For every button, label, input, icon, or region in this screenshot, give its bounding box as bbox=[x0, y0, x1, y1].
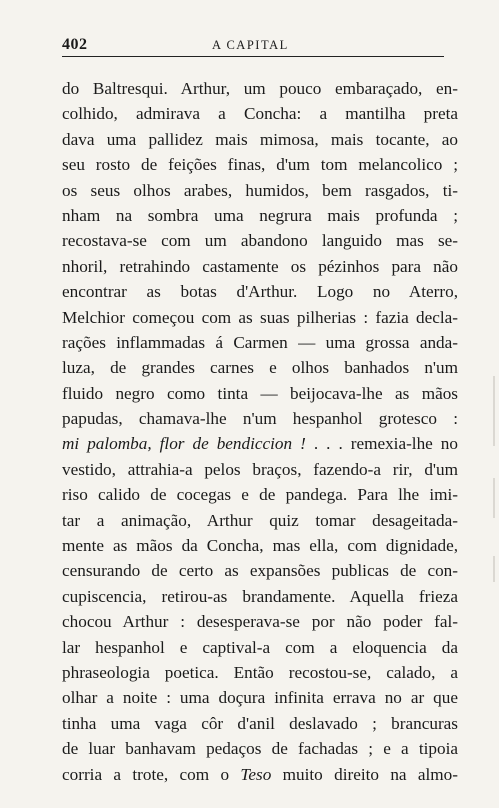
text-line: vestido, attrahia-a pelos braços, fazendo-a rir, d'um bbox=[62, 459, 458, 479]
book-title: A CAPITAL bbox=[212, 38, 289, 52]
text-line: chocou Arthur : desesperava-se por não poder fal- bbox=[62, 612, 458, 632]
text-line: phraseologia poetica. Então recostou-se, calado, a bbox=[62, 662, 458, 682]
page-number: 402 bbox=[62, 36, 88, 53]
text-line: nhoril, retrahindo castamente os pézinhos para não bbox=[62, 256, 458, 276]
text-fragment: muito direito na almo- bbox=[271, 764, 458, 784]
text-fragment: . . . remexia-lhe no bbox=[305, 434, 458, 454]
text-line-mixed bbox=[62, 431, 458, 456]
text-line: tinha uma vaga côr d'anil deslavado ; brancuras bbox=[62, 713, 458, 733]
text-line: papudas, chamava-lhe n'um hespanhol grotesco : bbox=[62, 409, 458, 429]
text-line: dava uma pallidez mais mimosa, mais tocante, ao bbox=[62, 129, 458, 149]
italic-phrase: mi palomba, flor de bendiccion ! bbox=[62, 434, 306, 454]
page-edge-mark bbox=[493, 376, 495, 446]
text-line: nham na sombra uma negrura mais profunda ; bbox=[62, 205, 458, 225]
text-line: mente as mãos da Concha, mas ella, com dignidade, bbox=[62, 536, 458, 556]
text-line: luza, de grandes carnes e olhos banhados n'um bbox=[62, 358, 458, 378]
text-line: de luar banhavam pedaços de fachadas ; e a tipoia bbox=[62, 739, 458, 759]
text-line: riso calido de cocegas e de pandega. Para lhe imi- bbox=[62, 485, 458, 505]
text-line: fluido negro como tinta — beijocava-lhe as mãos bbox=[62, 383, 458, 403]
italic-word: Teso bbox=[240, 764, 272, 784]
text-line: cupiscencia, retirou-as brandamente. Aquella frieza bbox=[62, 586, 458, 606]
text-line: recostava-se com um abandono languido mas se- bbox=[62, 231, 458, 251]
text-line: do Baltresqui. Arthur, um pouco embaraçado, en- bbox=[62, 79, 458, 98]
text-line: olhar a noite : uma doçura infinita errava no ar que bbox=[62, 688, 458, 708]
page-edge-mark bbox=[493, 556, 495, 582]
text-line: censurando de certo as expansões publicas de con- bbox=[62, 561, 458, 581]
running-head bbox=[62, 36, 444, 56]
text-line: seu rosto de feições finas, d'um tom melancolico ; bbox=[62, 155, 458, 175]
text-line: Melchior começou com as suas pilherias : fazia decla- bbox=[62, 307, 458, 327]
text-fragment: corria a trote, com o bbox=[62, 764, 241, 784]
text-line-mixed bbox=[62, 762, 458, 787]
text-line: rações inflammadas á Carmen — uma grossa anda- bbox=[62, 332, 458, 352]
text-line: lar hespanhol e captival-a com a eloquencia da bbox=[62, 637, 458, 657]
page-edge-mark bbox=[493, 478, 495, 518]
header-rule bbox=[62, 56, 444, 57]
body-text bbox=[62, 76, 458, 787]
text-line: encontrar as botas d'Arthur. Logo no Aterro, bbox=[62, 282, 458, 302]
text-line: os seus olhos arabes, humidos, bem rasgados, ti- bbox=[62, 180, 458, 200]
text-line: colhido, admirava a Concha: a mantilha preta bbox=[62, 104, 458, 124]
text-line: tar a animação, Arthur quiz tomar desageitada- bbox=[62, 510, 458, 530]
